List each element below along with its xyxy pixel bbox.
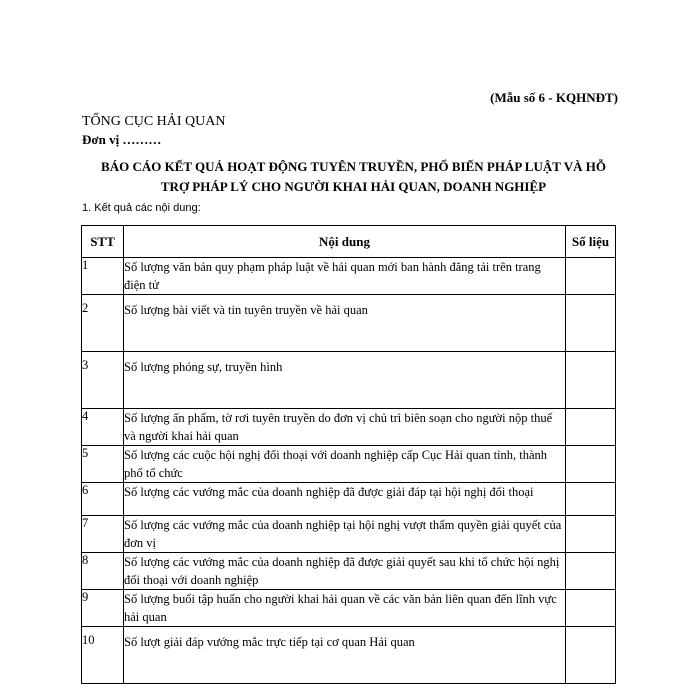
table-row	[82, 409, 616, 446]
organization-name: TỔNG CỤC HẢI QUAN	[82, 114, 226, 129]
row-number: 4	[82, 409, 124, 446]
row-content: Số lượt giải đáp vướng mắc trực tiếp tại cơ quan Hải quan	[124, 627, 566, 684]
table-row	[82, 553, 616, 590]
table-row	[82, 590, 616, 627]
row-number: 6	[82, 483, 124, 516]
report-title-line-2: TRỢ PHÁP LÝ CHO NGƯỜI KHAI HẢI QUAN, DOANH NGHIỆP	[160, 179, 547, 194]
report-title	[76, 157, 631, 197]
row-number: 7	[82, 516, 124, 553]
row-value[interactable]	[566, 258, 616, 295]
table-header-row	[82, 226, 616, 258]
row-value[interactable]	[566, 409, 616, 446]
row-content: Số lượng các vướng mắc của doanh nghiệp đã được giải quyết sau khi tổ chức hội nghị đối thoại với doanh nghiệp	[124, 553, 566, 590]
row-number: 1	[82, 258, 124, 295]
row-content: Số lượng các cuộc hội nghị đối thoại với doanh nghiệp cấp Cục Hải quan tỉnh, thành phố tổ chức	[124, 446, 566, 483]
table-row	[82, 295, 616, 352]
column-header-value: Số liệu	[566, 226, 616, 258]
row-number: 10	[82, 627, 124, 684]
row-value[interactable]	[566, 516, 616, 553]
table-row	[82, 483, 616, 516]
report-table	[81, 225, 616, 684]
row-value[interactable]	[566, 295, 616, 352]
row-value[interactable]	[566, 627, 616, 684]
row-value[interactable]	[566, 483, 616, 516]
row-value[interactable]	[566, 553, 616, 590]
row-value[interactable]	[566, 352, 616, 409]
row-value[interactable]	[566, 590, 616, 627]
table-row	[82, 352, 616, 409]
table-row	[82, 627, 616, 684]
row-number: 2	[82, 295, 124, 352]
unit-name: Đơn vị ………	[82, 132, 162, 147]
row-content: Số lượng bài viết và tin tuyên truyền về hải quan	[124, 295, 566, 352]
table-row	[82, 516, 616, 553]
row-number: 9	[82, 590, 124, 627]
form-code: (Mẫu số 6 - KQHNĐT)	[490, 90, 618, 105]
row-number: 5	[82, 446, 124, 483]
row-content: Số lượng phóng sự, truyền hình	[124, 352, 566, 409]
row-content: Số lượng buổi tập huấn cho người khai hải quan về các văn bản liên quan đến lĩnh vực hải quan	[124, 590, 566, 627]
column-header-content: Nội dung	[124, 226, 566, 258]
report-title-line-1: BÁO CÁO KẾT QUẢ HOẠT ĐỘNG TUYÊN TRUYỀN, PHỔ BIẾN PHÁP LUẬT VÀ HỖ	[101, 159, 606, 174]
row-content: Số lượng các vướng mắc của doanh nghiệp tại hội nghị vượt thẩm quyền giải quyết của đơn vị	[124, 516, 566, 553]
section-heading: 1. Kết quả các nội dung:	[82, 202, 201, 214]
row-content: Số lượng ấn phẩm, tờ rơi tuyên truyền do đơn vị chủ trì biên soạn cho người nộp thuế và người khai hải quan	[124, 409, 566, 446]
row-value[interactable]	[566, 446, 616, 483]
column-header-stt: STT	[82, 226, 124, 258]
row-number: 8	[82, 553, 124, 590]
row-number: 3	[82, 352, 124, 409]
row-content: Số lượng các vướng mắc của doanh nghiệp đã được giải đáp tại hội nghị đối thoại	[124, 483, 566, 516]
row-content: Số lượng văn bản quy phạm pháp luật về hải quan mới ban hành đăng tải trên trang điện tử	[124, 258, 566, 295]
table-row	[82, 446, 616, 483]
table-row	[82, 258, 616, 295]
